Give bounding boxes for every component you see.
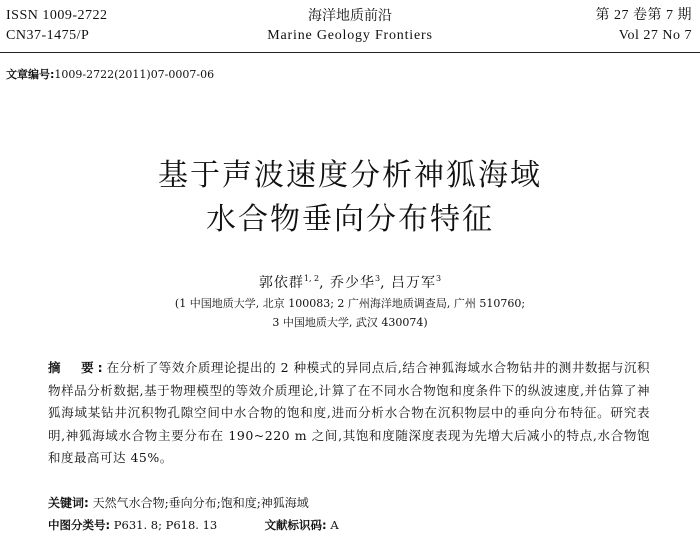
keywords-label: 关键词: [48, 496, 89, 510]
abstract-label: 摘 要: [48, 360, 107, 375]
affiliation-line-1: (1 中国地质大学, 北京 100083; 2 广州海洋地质调查局, 广州 510760; [174, 297, 526, 310]
article-number-value: 1009-2722(2011)07-0007-06 [54, 68, 215, 81]
author-affiliation-mark: 1, 2 [303, 274, 320, 283]
keywords [48, 494, 309, 512]
paper-title-line-1: 基于声波速度分析神狐海域 [158, 158, 542, 193]
cn-number: CN37-1475/P [6, 28, 90, 43]
volume-cn: 第 27 卷第 7 期 [595, 8, 692, 23]
abstract [48, 357, 650, 470]
keywords-text: 天然气水合物;垂向分布;饱和度;神狐海域 [92, 496, 309, 510]
doc-code-label: 文献标识码: [264, 518, 327, 532]
author-affiliation-mark: 3 [436, 274, 442, 283]
article-number [6, 68, 214, 82]
author-name: 郭依群 [258, 275, 304, 291]
journal-title-en: Marine Geology Frontiers [267, 28, 433, 43]
author-list: 郭依群$^{1, 2}$, 乔少华$^3$, 吕万军$^3$ [258, 274, 442, 291]
paper-title-line-2: 水合物垂向分布特征 [206, 202, 494, 237]
header-right [596, 6, 693, 46]
paper-title [0, 154, 700, 242]
classification-line [48, 516, 339, 534]
doc-code-value: A [330, 518, 339, 532]
author-affiliation-mark: 3 [375, 274, 381, 283]
clc-value: P631. 8; P618. 13 [113, 518, 218, 532]
article-number-label: 文章编号: [6, 68, 55, 81]
author-name: 吕万军 [391, 275, 437, 291]
affiliations [0, 294, 700, 332]
issn: ISSN 1009-2722 [6, 8, 108, 23]
affiliation-line-2: 3 中国地质大学, 武汉 430074) [272, 316, 428, 329]
journal-title-cn: 海洋地质前沿 [308, 8, 392, 24]
abstract-text: 在分析了等效介质理论提出的 2 种模式的异同点后,结合神狐海域水合物钻井的测井数据与沉积物样品分析数据,基于物理模型的等效介质理论,计算了在不同水合物饱和度条件下的纵波速度,并估算了神狐海域某钻井沉积物孔隙空间中水合物的饱和度,进而分析水合物在沉积物层中的垂向分布特征。研究表明,神狐海域水合物主要分布在 190~220 m 之间,其饱和度随深度表现为先增大后减小的特点,水合物饱和度最高可达 45%。 [48, 360, 651, 465]
author-name: 乔少华 [330, 275, 376, 291]
clc-label: 中图分类号: [48, 518, 111, 532]
volume-en: Vol 27 No 7 [618, 28, 692, 43]
header-rule [0, 52, 700, 53]
